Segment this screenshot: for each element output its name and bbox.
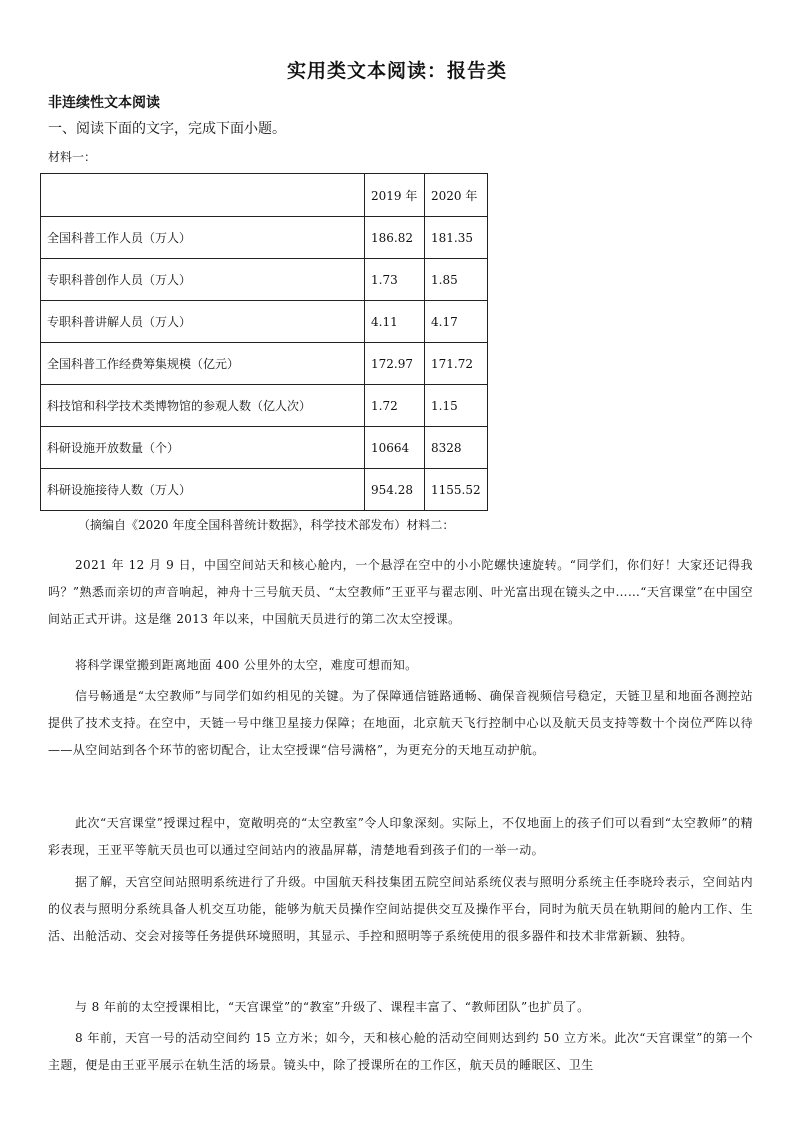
paragraph: 信号畅通是“太空教师”与同学们如约相见的关键。为了保障通信链路通畅、确保音视频信号稳定，天链卫星和地面各测控站提供了技术支持。在空中，天链一号中继卫星接力保障；在地面，北京航天飞行控制中心以及航天员支持等数十个岗位严阵以待——从空间站到各个环节的密切配合，让太空授课“信号满格”，为更充分的天地互动护航。 bbox=[48, 689, 753, 757]
paragraph: 据了解，天宫空间站照明系统进行了升级。中国航天科技集团五院空间站系统仪表与照明分系统主任李晓玲表示，空间站内的仪表与照明分系统具备人机交互功能，能够为航天员操作空间站提供交互及操作平台，同时为航天员在轨期间的舱内工作、生活、出舱活动、交会对接等任务提供环境照明，其显示、手控和照明等子系统使用的很多器件和技术非常新颖、独特。 bbox=[48, 875, 753, 943]
table-cell-label: 科技馆和科学技术类博物馆的参观人数（亿人次） bbox=[41, 385, 365, 427]
table-cell-value: 181.35 bbox=[425, 217, 488, 259]
table-row bbox=[41, 259, 488, 301]
table-cell-value: 1.73 bbox=[365, 259, 425, 301]
section-label: 非连续性文本阅读 bbox=[48, 95, 160, 111]
table-cell-value: 1.85 bbox=[425, 259, 488, 301]
table-cell-label: 全国科普工作人员（万人） bbox=[41, 217, 365, 259]
table-cell-value: 8328 bbox=[425, 427, 488, 469]
table-row bbox=[41, 427, 488, 469]
statistics-table bbox=[40, 173, 488, 511]
material-one-label: 材料一： bbox=[48, 150, 97, 164]
table-row bbox=[41, 217, 488, 259]
paragraph: 此次“天宫课堂”授课过程中，宽敞明亮的“太空教室”令人印象深刻。实际上，不仅地面上的孩子们可以看到“太空教师”的精彩表现，王亚平等航天员也可以通过空间站内的液晶屏幕，清楚地看到孩子们的一举一动。 bbox=[48, 816, 753, 857]
table-cell-value: 1.72 bbox=[365, 385, 425, 427]
table-cell-value: 171.72 bbox=[425, 343, 488, 385]
page-title: 实用类文本阅读：报告类 bbox=[286, 60, 507, 82]
table-cell-label: 专职科普讲解人员（万人） bbox=[41, 301, 365, 343]
paragraph: 将科学课堂搬到距离地面 400 公里外的太空，难度可想而知。 bbox=[75, 658, 418, 672]
paragraph: 2021 年 12 月 9 日，中国空间站天和核心舱内，一个悬浮在空中的小小陀螺快速旋转。“同学们，你们好！大家还记得我吗？”熟悉而亲切的声音响起，神舟十三号航天员、“太空教师”王亚平与翟志刚、叶光富出现在镜头之中……“天宫课堂”在中国空间站正式开讲。这是继 2013 年以来，中国航天员进行的第二次太空授课。 bbox=[48, 558, 753, 626]
table-cell-value: 172.97 bbox=[365, 343, 425, 385]
paragraph: 与 8 年前的太空授课相比，“天宫课堂”的“教室”升级了、课程丰富了、“教师团队”也扩员了。 bbox=[75, 1000, 590, 1014]
table-cell-label: 科研设施开放数量（个） bbox=[41, 427, 365, 469]
table-header-cell bbox=[41, 174, 365, 217]
table-row bbox=[41, 469, 488, 511]
table-cell-value: 1155.52 bbox=[425, 469, 488, 511]
table-row bbox=[41, 301, 488, 343]
table-cell-label: 专职科普创作人员（万人） bbox=[41, 259, 365, 301]
table-cell-label: 科研设施接待人数（万人） bbox=[41, 469, 365, 511]
table-cell-label: 全国科普工作经费筹集规模（亿元） bbox=[41, 343, 365, 385]
paragraph: 8 年前，天宫一号的活动空间约 15 立方米；如今，天和核心舱的活动空间则达到约 50 立方米。此次“天宫课堂”的第一个主题，便是由王亚平展示在轨生活的场景。镜头中，除了授课所在的工作区，航天员的睡眠区、卫生 bbox=[48, 1031, 753, 1072]
instruction-text: 一、阅读下面的文字，完成下面小题。 bbox=[48, 121, 286, 137]
table-cell-value: 10664 bbox=[365, 427, 425, 469]
table-cell-value: 4.11 bbox=[365, 301, 425, 343]
table-header-cell: 2020 年 bbox=[425, 174, 488, 217]
table-row bbox=[41, 385, 488, 427]
table-row bbox=[41, 343, 488, 385]
table-header-cell: 2019 年 bbox=[365, 174, 425, 217]
table-cell-value: 954.28 bbox=[365, 469, 425, 511]
table-cell-value: 4.17 bbox=[425, 301, 488, 343]
table-cell-value: 186.82 bbox=[365, 217, 425, 259]
table-header-row bbox=[41, 174, 488, 217]
source-note: （摘编自《2020 年度全国科普统计数据》，科学技术部发布）材料二： bbox=[78, 518, 455, 532]
table-cell-value: 1.15 bbox=[425, 385, 488, 427]
